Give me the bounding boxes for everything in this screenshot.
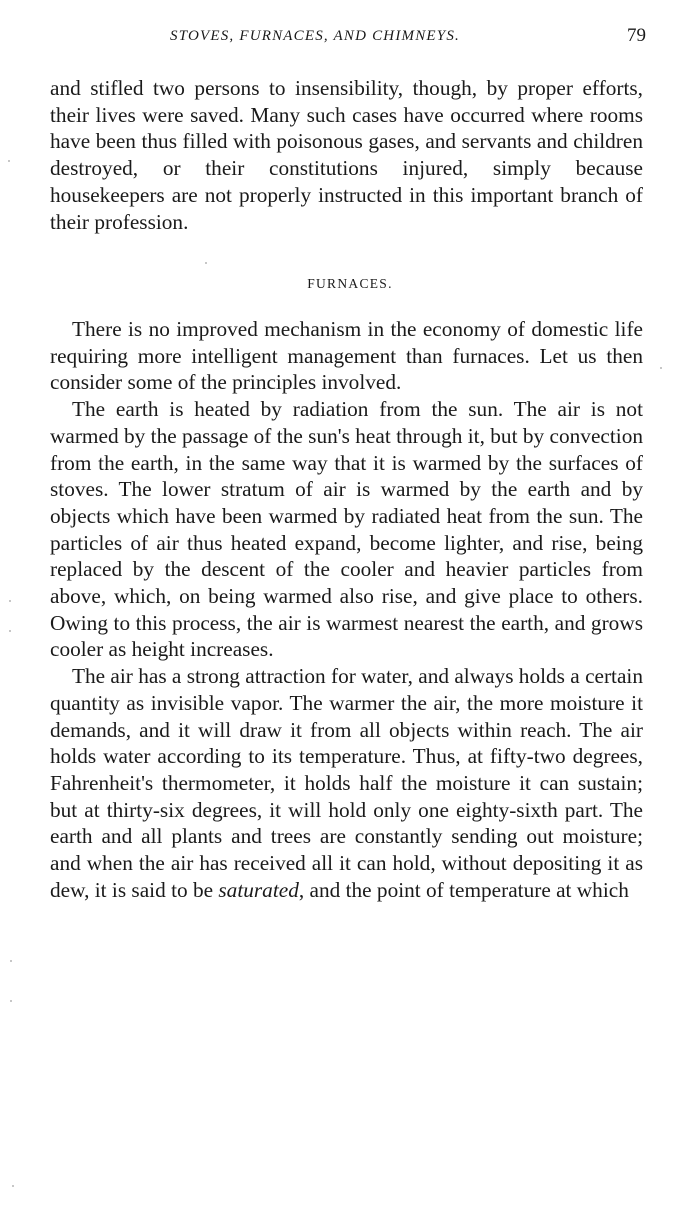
running-title: STOVES, FURNACES, AND CHIMNEYS.: [170, 28, 460, 44]
running-head: [50, 25, 646, 52]
paragraph-air-water-tail: , and the point of temperature at which: [298, 877, 629, 902]
paper-speck: [8, 160, 10, 162]
page-number: 79: [627, 25, 646, 46]
paragraph-air-water-text: The air has a strong attraction for water, and always holds a certain quantity as invisible vapor. The warmer the air, the more moisture it demands, and it will draw it from all objects within reach. The air holds water according to its temperature. Thus, at fifty-two degrees, Fahrenheit's thermometer, it holds half the moisture it can sustain; but at thirty-six degrees, it will hold only one eighty-sixth part. The earth and all plants and trees are constantly sending out moisture; and when the air has received all it can hold, without depositing it as dew, it is said to be: [50, 664, 643, 902]
paper-speck: [9, 600, 11, 602]
paper-speck: [660, 367, 662, 369]
paper-speck: [10, 1000, 12, 1002]
paper-speck: [205, 262, 207, 264]
paper-speck: [10, 960, 12, 962]
furnaces-section-body: [50, 316, 643, 903]
paper-speck: [9, 630, 11, 632]
section-heading: FURNACES.: [307, 276, 393, 291]
saturated-emphasis: saturated: [218, 877, 299, 902]
continuation-paragraph: and stifled two persons to insensibility, though, by proper efforts, their lives were saved. Many such cases have occurred where rooms have been thus filled with poisonous gases, and servants and children destroyed, or their constitutions injured, simply because housekeepers are not properly instructed in this important branch of their profession.: [50, 76, 643, 234]
continuation-block: [50, 75, 643, 235]
paragraph-air-water: [50, 663, 643, 903]
paper-speck: [12, 1185, 14, 1187]
paragraph-earth-heated: The earth is heated by radiation from the sun. The air is not warmed by the passage of the sun's heat through it, but by convection from the earth, in the same way that it is warmed by the surfaces of stoves. The lower stratum of air is warmed by the earth and by objects which have been warmed by radiated heat from the sun. The particles of air thus heated expand, become lighter, and rise, being replaced by the descent of the cooler and heavier particles from above, which, on being warmed also rise, and give place to others. Owing to this process, the air is warmest nearest the earth, and grows cooler as height increases.: [50, 397, 643, 662]
paragraph-furnaces-intro: There is no improved mechanism in the economy of domestic life requiring more intelligent management than furnaces. Let us then consider some of the principles involved.: [50, 317, 643, 395]
